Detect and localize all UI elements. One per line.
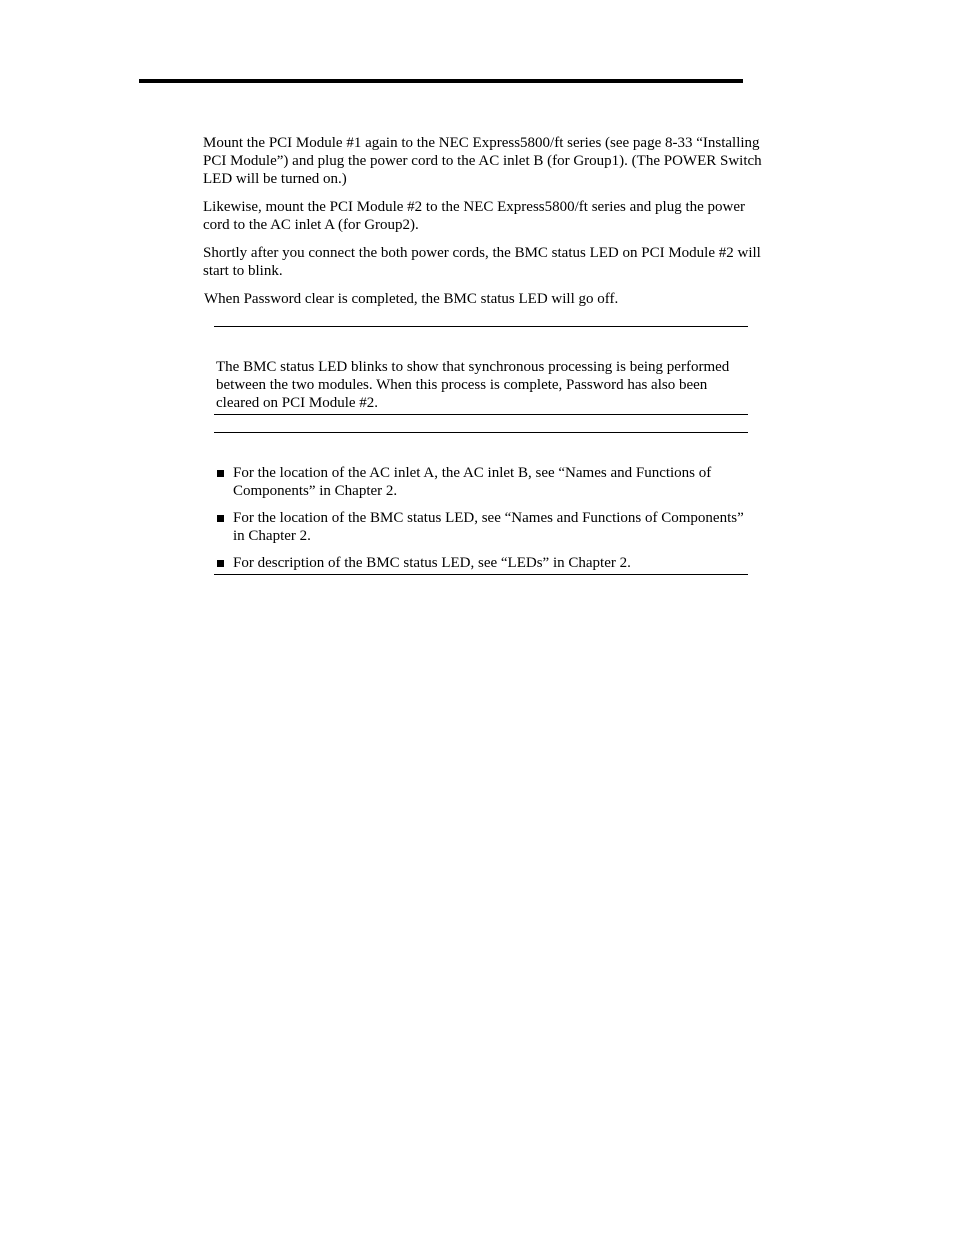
step-paragraph: Likewise, mount the PCI Module #2 to the NEC Express5800/ft series and plug the power cord to the AC inlet A (for Group2).: [203, 199, 745, 233]
square-bullet-icon: [217, 470, 224, 477]
list-item: [214, 554, 748, 572]
list-item: [214, 464, 748, 500]
square-bullet-icon: [217, 560, 224, 567]
tip-box: [214, 432, 748, 575]
note-bottom-rule: [214, 414, 748, 415]
tip-text: For the location of the BMC status LED, see “Names and Functions of Components” in Chapter 2.: [233, 510, 744, 544]
tip-list: [214, 433, 748, 572]
step-paragraph: When Password clear is completed, the BMC status LED will go off.: [204, 291, 619, 307]
square-bullet-icon: [217, 515, 224, 522]
step-paragraph: Shortly after you connect the both power cords, the BMC status LED on PCI Module #2 will start to blink.: [203, 245, 761, 279]
tip-bottom-rule: [214, 574, 748, 575]
note-box: [214, 326, 748, 415]
tip-text: For the location of the AC inlet A, the AC inlet B, see “Names and Functions of Components” in Chapter 2.: [233, 465, 712, 499]
tip-text: For description of the BMC status LED, see “LEDs” in Chapter 2.: [233, 555, 631, 571]
step-paragraph: Mount the PCI Module #1 again to the NEC Express5800/ft series (see page 8-33 “Installing PCI Module”) and plug the power cord to the AC inlet B (for Group1). (The POWER Switch LED will be turned on.): [203, 135, 762, 187]
note-text: The BMC status LED blinks to show that synchronous processing is being performed between the two modules. When this process is complete, Password has also been cleared on PCI Module #2.: [216, 359, 730, 411]
procedure-steps: [203, 134, 775, 318]
list-item: [214, 509, 748, 545]
header-rule: [139, 79, 743, 83]
